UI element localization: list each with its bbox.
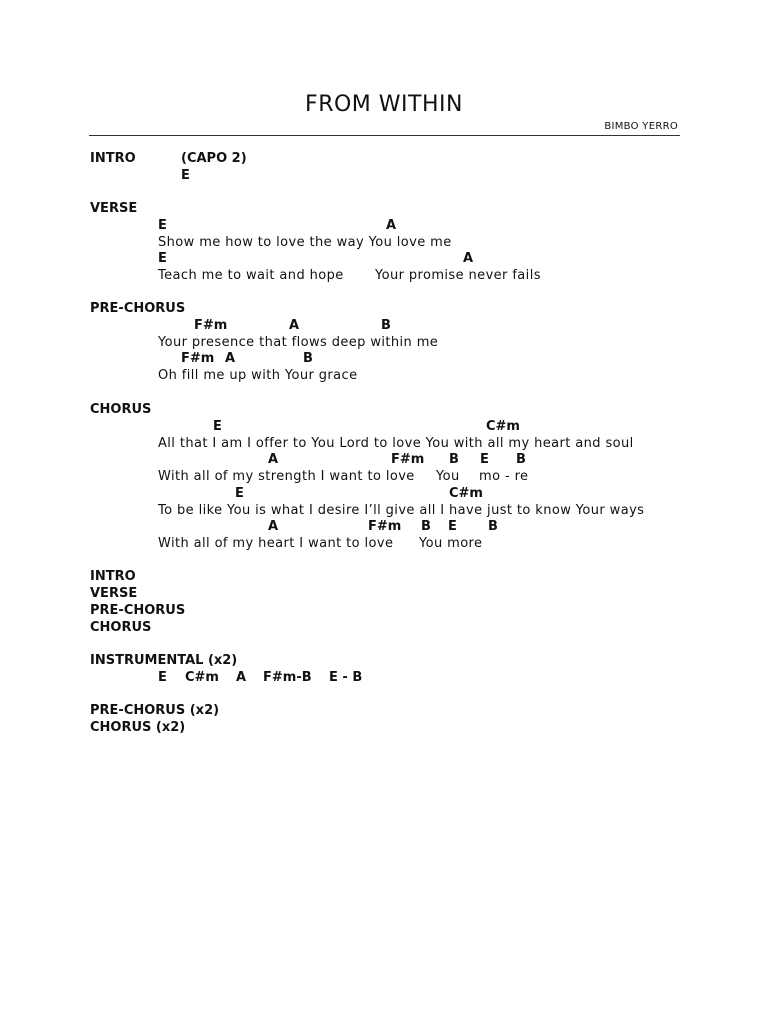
prechorus-chord: B bbox=[303, 351, 313, 366]
instrumental-chord: E - B bbox=[329, 670, 363, 685]
instrumental-chord: F#m-B bbox=[263, 670, 312, 685]
chorus-label: CHORUS bbox=[90, 402, 152, 417]
verse-chord: E bbox=[158, 218, 167, 233]
chorus-lyric-line: You bbox=[436, 469, 460, 484]
chorus-chord: A bbox=[268, 519, 279, 534]
chorus-lyric-line: With all of my heart I want to love bbox=[158, 536, 394, 551]
chorus-chord: B bbox=[421, 519, 431, 534]
chorus-chord: E bbox=[235, 486, 244, 501]
chorus-chord: B bbox=[449, 452, 459, 467]
verse-label: VERSE bbox=[90, 201, 138, 216]
song-author: BIMBO YERRO bbox=[604, 121, 678, 132]
chorus-lyric-line: To be like You is what I desire I’ll give all I have just to know Your ways bbox=[158, 503, 645, 518]
verse-chord: E bbox=[158, 251, 167, 266]
intro-chord: E bbox=[181, 168, 190, 183]
chorus-chord: F#m bbox=[368, 519, 402, 534]
chorus-chord: F#m bbox=[391, 452, 425, 467]
order-item: CHORUS bbox=[90, 620, 152, 635]
chorus-lyric-line: mo - re bbox=[479, 469, 529, 484]
instrumental-label: INSTRUMENTAL (x2) bbox=[90, 653, 238, 668]
song-title: FROM WITHIN bbox=[305, 92, 463, 117]
chorus-chord: B bbox=[488, 519, 498, 534]
instrumental-chord: A bbox=[236, 670, 247, 685]
chorus-chord: B bbox=[516, 452, 526, 467]
chorus-lyric-line: You more bbox=[419, 536, 483, 551]
chorus-lyric-line: With all of my strength I want to love bbox=[158, 469, 415, 484]
chorus-chord: E bbox=[448, 519, 457, 534]
verse-lyric-line: Show me how to love the way You love me bbox=[158, 235, 452, 250]
capo-note: (CAPO 2) bbox=[181, 151, 247, 166]
verse-lyric-line: Your promise never fails bbox=[375, 268, 541, 283]
instrumental-chord: C#m bbox=[185, 670, 219, 685]
ending-item: CHORUS (x2) bbox=[90, 720, 186, 735]
chorus-chord: A bbox=[268, 452, 279, 467]
order-item: PRE-CHORUS bbox=[90, 603, 186, 618]
chorus-chord: E bbox=[480, 452, 489, 467]
verse-chord: A bbox=[463, 251, 474, 266]
prechorus-chord: F#m bbox=[181, 351, 215, 366]
verse-lyric-line: Teach me to wait and hope bbox=[158, 268, 344, 283]
ending-item: PRE-CHORUS (x2) bbox=[90, 703, 220, 718]
intro-label: INTRO bbox=[90, 151, 136, 166]
prechorus-chord: B bbox=[381, 318, 391, 333]
chorus-chord: E bbox=[213, 419, 222, 434]
chorus-chord: C#m bbox=[486, 419, 520, 434]
chorus-lyric-line: All that I am I offer to You Lord to love You with all my heart and soul bbox=[158, 436, 634, 451]
verse-chord: A bbox=[386, 218, 397, 233]
order-item: INTRO bbox=[90, 569, 136, 584]
order-item: VERSE bbox=[90, 586, 138, 601]
prechorus-chord: F#m bbox=[194, 318, 228, 333]
prechorus-lyric-line: Oh fill me up with Your grace bbox=[158, 368, 358, 383]
prechorus-chord: A bbox=[289, 318, 300, 333]
chorus-chord: C#m bbox=[449, 486, 483, 501]
title-divider bbox=[89, 135, 680, 136]
prechorus-chord: A bbox=[225, 351, 236, 366]
prechorus-label: PRE-CHORUS bbox=[90, 301, 186, 316]
prechorus-lyric-line: Your presence that flows deep within me bbox=[158, 335, 439, 350]
instrumental-chord: E bbox=[158, 670, 167, 685]
